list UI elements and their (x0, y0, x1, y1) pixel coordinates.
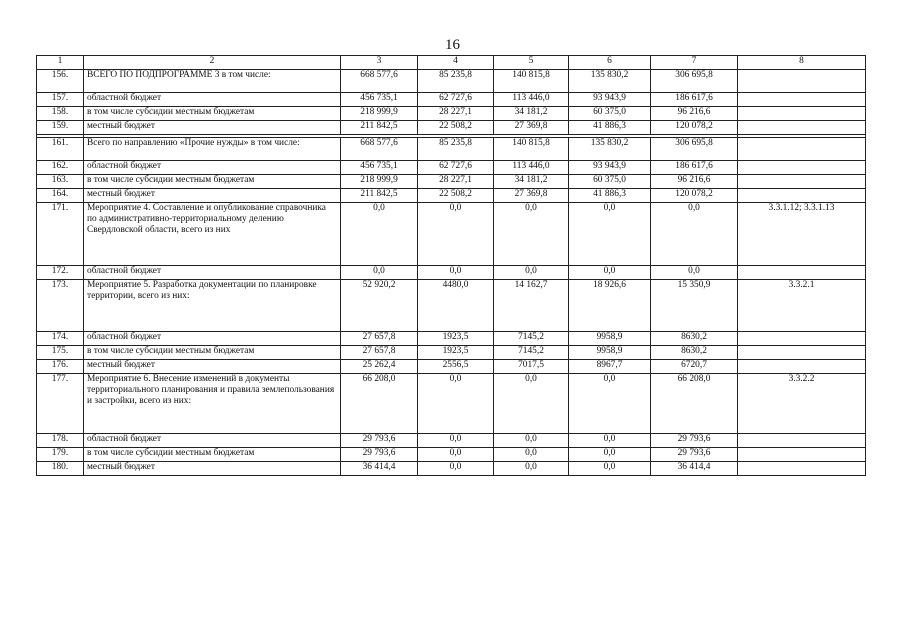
value-col7: 36 414,4 (651, 462, 738, 476)
table-row (37, 175, 866, 189)
value-col3: 218 999,9 (341, 107, 418, 121)
table-row (37, 266, 866, 280)
value-col3: 218 999,9 (341, 175, 418, 189)
value-col4: 1923,5 (418, 346, 494, 360)
value-col4: 4480,0 (418, 280, 494, 332)
value-col3: 668 577,6 (341, 70, 418, 93)
table-row (37, 121, 866, 135)
value-col6: 0,0 (569, 462, 651, 476)
value-col5: 140 815,8 (494, 138, 569, 161)
target-indicator (738, 434, 866, 448)
value-col4: 0,0 (418, 448, 494, 462)
value-col3: 29 793,6 (341, 434, 418, 448)
column-header: 2 (84, 56, 341, 70)
table-row (37, 161, 866, 175)
value-col3: 456 735,1 (341, 93, 418, 107)
table-row (37, 189, 866, 203)
value-col3: 36 414,4 (341, 462, 418, 476)
value-col6: 0,0 (569, 203, 651, 266)
value-col4: 0,0 (418, 434, 494, 448)
row-label: областной бюджет (84, 93, 341, 107)
row-number: 174. (37, 332, 84, 346)
column-header: 5 (494, 56, 569, 70)
value-col3: 211 842,5 (341, 121, 418, 135)
value-col6: 18 926,6 (569, 280, 651, 332)
value-col6: 9958,9 (569, 346, 651, 360)
value-col7: 0,0 (651, 266, 738, 280)
target-indicator: 3.3.2.1 (738, 280, 866, 332)
column-header: 4 (418, 56, 494, 70)
value-col5: 0,0 (494, 434, 569, 448)
row-number: 159. (37, 121, 84, 135)
row-label: местный бюджет (84, 121, 341, 135)
target-indicator (738, 121, 866, 135)
value-col3: 25 262,4 (341, 360, 418, 374)
value-col4: 85 235,8 (418, 138, 494, 161)
row-number: 157. (37, 93, 84, 107)
value-col5: 0,0 (494, 203, 569, 266)
value-col3: 456 735,1 (341, 161, 418, 175)
target-indicator (738, 448, 866, 462)
row-label: Всего по направлению «Прочие нужды» в том числе: (84, 138, 341, 161)
value-col6: 0,0 (569, 266, 651, 280)
target-indicator: 3.3.2.2 (738, 374, 866, 434)
value-col5: 0,0 (494, 448, 569, 462)
table-row (37, 332, 866, 346)
value-col6: 41 886,3 (569, 121, 651, 135)
row-label: областной бюджет (84, 434, 341, 448)
value-col3: 0,0 (341, 266, 418, 280)
row-label: местный бюджет (84, 189, 341, 203)
value-col5: 7017,5 (494, 360, 569, 374)
column-header: 8 (738, 56, 866, 70)
value-col6: 9958,9 (569, 332, 651, 346)
row-label: в том числе субсидии местным бюджетам (84, 448, 341, 462)
table-row (37, 280, 866, 332)
value-col5: 7145,2 (494, 346, 569, 360)
table-row (37, 346, 866, 360)
value-col6: 41 886,3 (569, 189, 651, 203)
value-col7: 306 695,8 (651, 70, 738, 93)
value-col5: 7145,2 (494, 332, 569, 346)
value-col7: 29 793,6 (651, 434, 738, 448)
target-indicator (738, 266, 866, 280)
row-label: областной бюджет (84, 332, 341, 346)
target-indicator (738, 360, 866, 374)
value-col5: 140 815,8 (494, 70, 569, 93)
value-col5: 113 446,0 (494, 93, 569, 107)
target-indicator (738, 107, 866, 121)
value-col5: 0,0 (494, 462, 569, 476)
row-label: в том числе субсидии местным бюджетам (84, 346, 341, 360)
value-col6: 93 943,9 (569, 161, 651, 175)
value-col3: 0,0 (341, 203, 418, 266)
value-col7: 186 617,6 (651, 161, 738, 175)
value-col7: 29 793,6 (651, 448, 738, 462)
column-header-row (37, 56, 866, 70)
value-col7: 15 350,9 (651, 280, 738, 332)
value-col5: 14 162,7 (494, 280, 569, 332)
table-row (37, 448, 866, 462)
target-indicator (738, 93, 866, 107)
row-number: 163. (37, 175, 84, 189)
value-col7: 186 617,6 (651, 93, 738, 107)
target-indicator: 3.3.1.12; 3.3.1.13 (738, 203, 866, 266)
value-col3: 668 577,6 (341, 138, 418, 161)
value-col5: 27 369,8 (494, 121, 569, 135)
row-number: 164. (37, 189, 84, 203)
table-row (37, 138, 866, 161)
value-col7: 8630,2 (651, 346, 738, 360)
value-col5: 0,0 (494, 374, 569, 434)
table-row (37, 360, 866, 374)
target-indicator (738, 175, 866, 189)
target-indicator (738, 332, 866, 346)
value-col7: 96 216,6 (651, 107, 738, 121)
value-col6: 93 943,9 (569, 93, 651, 107)
value-col4: 2556,5 (418, 360, 494, 374)
target-indicator (738, 70, 866, 93)
value-col5: 0,0 (494, 266, 569, 280)
table-row (37, 434, 866, 448)
value-col4: 28 227,1 (418, 175, 494, 189)
value-col4: 0,0 (418, 462, 494, 476)
value-col3: 29 793,6 (341, 448, 418, 462)
row-label: Мероприятие 6. Внесение изменений в документы территориального планирования и правила землепользования и застройки, всего из них: (84, 374, 341, 434)
row-number: 179. (37, 448, 84, 462)
value-col4: 62 727,6 (418, 93, 494, 107)
value-col4: 22 508,2 (418, 121, 494, 135)
value-col4: 85 235,8 (418, 70, 494, 93)
table-row (37, 374, 866, 434)
column-header: 1 (37, 56, 84, 70)
table-row (37, 107, 866, 121)
row-number: 162. (37, 161, 84, 175)
value-col6: 135 830,2 (569, 138, 651, 161)
value-col7: 306 695,8 (651, 138, 738, 161)
row-label: Мероприятие 5. Разработка документации по планировке территории, всего из них: (84, 280, 341, 332)
column-header: 7 (651, 56, 738, 70)
page-number: 16 (445, 37, 460, 53)
target-indicator (738, 462, 866, 476)
value-col7: 120 078,2 (651, 121, 738, 135)
value-col7: 120 078,2 (651, 189, 738, 203)
row-number: 172. (37, 266, 84, 280)
row-label: местный бюджет (84, 360, 341, 374)
value-col4: 62 727,6 (418, 161, 494, 175)
value-col3: 66 208,0 (341, 374, 418, 434)
row-number: 178. (37, 434, 84, 448)
value-col6: 60 375,0 (569, 107, 651, 121)
row-label: местный бюджет (84, 462, 341, 476)
value-col3: 27 657,8 (341, 346, 418, 360)
row-number: 176. (37, 360, 84, 374)
budget-table (36, 55, 866, 476)
value-col4: 1923,5 (418, 332, 494, 346)
value-col7: 66 208,0 (651, 374, 738, 434)
row-number: 177. (37, 374, 84, 434)
value-col6: 60 375,0 (569, 175, 651, 189)
value-col4: 22 508,2 (418, 189, 494, 203)
value-col5: 27 369,8 (494, 189, 569, 203)
target-indicator (738, 346, 866, 360)
table-row (37, 203, 866, 266)
column-header: 6 (569, 56, 651, 70)
table-row (37, 462, 866, 476)
value-col4: 28 227,1 (418, 107, 494, 121)
row-label: ВСЕГО ПО ПОДПРОГРАММЕ 3 в том числе: (84, 70, 341, 93)
value-col7: 96 216,6 (651, 175, 738, 189)
table-row (37, 70, 866, 93)
value-col4: 0,0 (418, 203, 494, 266)
value-col5: 34 181,2 (494, 175, 569, 189)
value-col7: 8630,2 (651, 332, 738, 346)
row-label: областной бюджет (84, 266, 341, 280)
value-col7: 6720,7 (651, 360, 738, 374)
row-number: 180. (37, 462, 84, 476)
target-indicator (738, 189, 866, 203)
row-number: 171. (37, 203, 84, 266)
value-col3: 211 842,5 (341, 189, 418, 203)
value-col3: 52 920,2 (341, 280, 418, 332)
row-label: Мероприятие 4. Составление и опубликование справочника по административно-территориальному делению Свердловской области, всего из них (84, 203, 341, 266)
value-col6: 135 830,2 (569, 70, 651, 93)
row-label: в том числе субсидии местным бюджетам (84, 107, 341, 121)
value-col4: 0,0 (418, 374, 494, 434)
row-number: 173. (37, 280, 84, 332)
value-col5: 113 446,0 (494, 161, 569, 175)
value-col6: 0,0 (569, 434, 651, 448)
value-col5: 34 181,2 (494, 107, 569, 121)
value-col3: 27 657,8 (341, 332, 418, 346)
row-label: в том числе субсидии местным бюджетам (84, 175, 341, 189)
value-col6: 8967,7 (569, 360, 651, 374)
value-col6: 0,0 (569, 374, 651, 434)
row-label: областной бюджет (84, 161, 341, 175)
row-number: 161. (37, 138, 84, 161)
column-header: 3 (341, 56, 418, 70)
target-indicator (738, 138, 866, 161)
table-row (37, 93, 866, 107)
value-col4: 0,0 (418, 266, 494, 280)
value-col7: 0,0 (651, 203, 738, 266)
target-indicator (738, 161, 866, 175)
row-number: 156. (37, 70, 84, 93)
value-col6: 0,0 (569, 448, 651, 462)
row-number: 158. (37, 107, 84, 121)
row-number: 175. (37, 346, 84, 360)
